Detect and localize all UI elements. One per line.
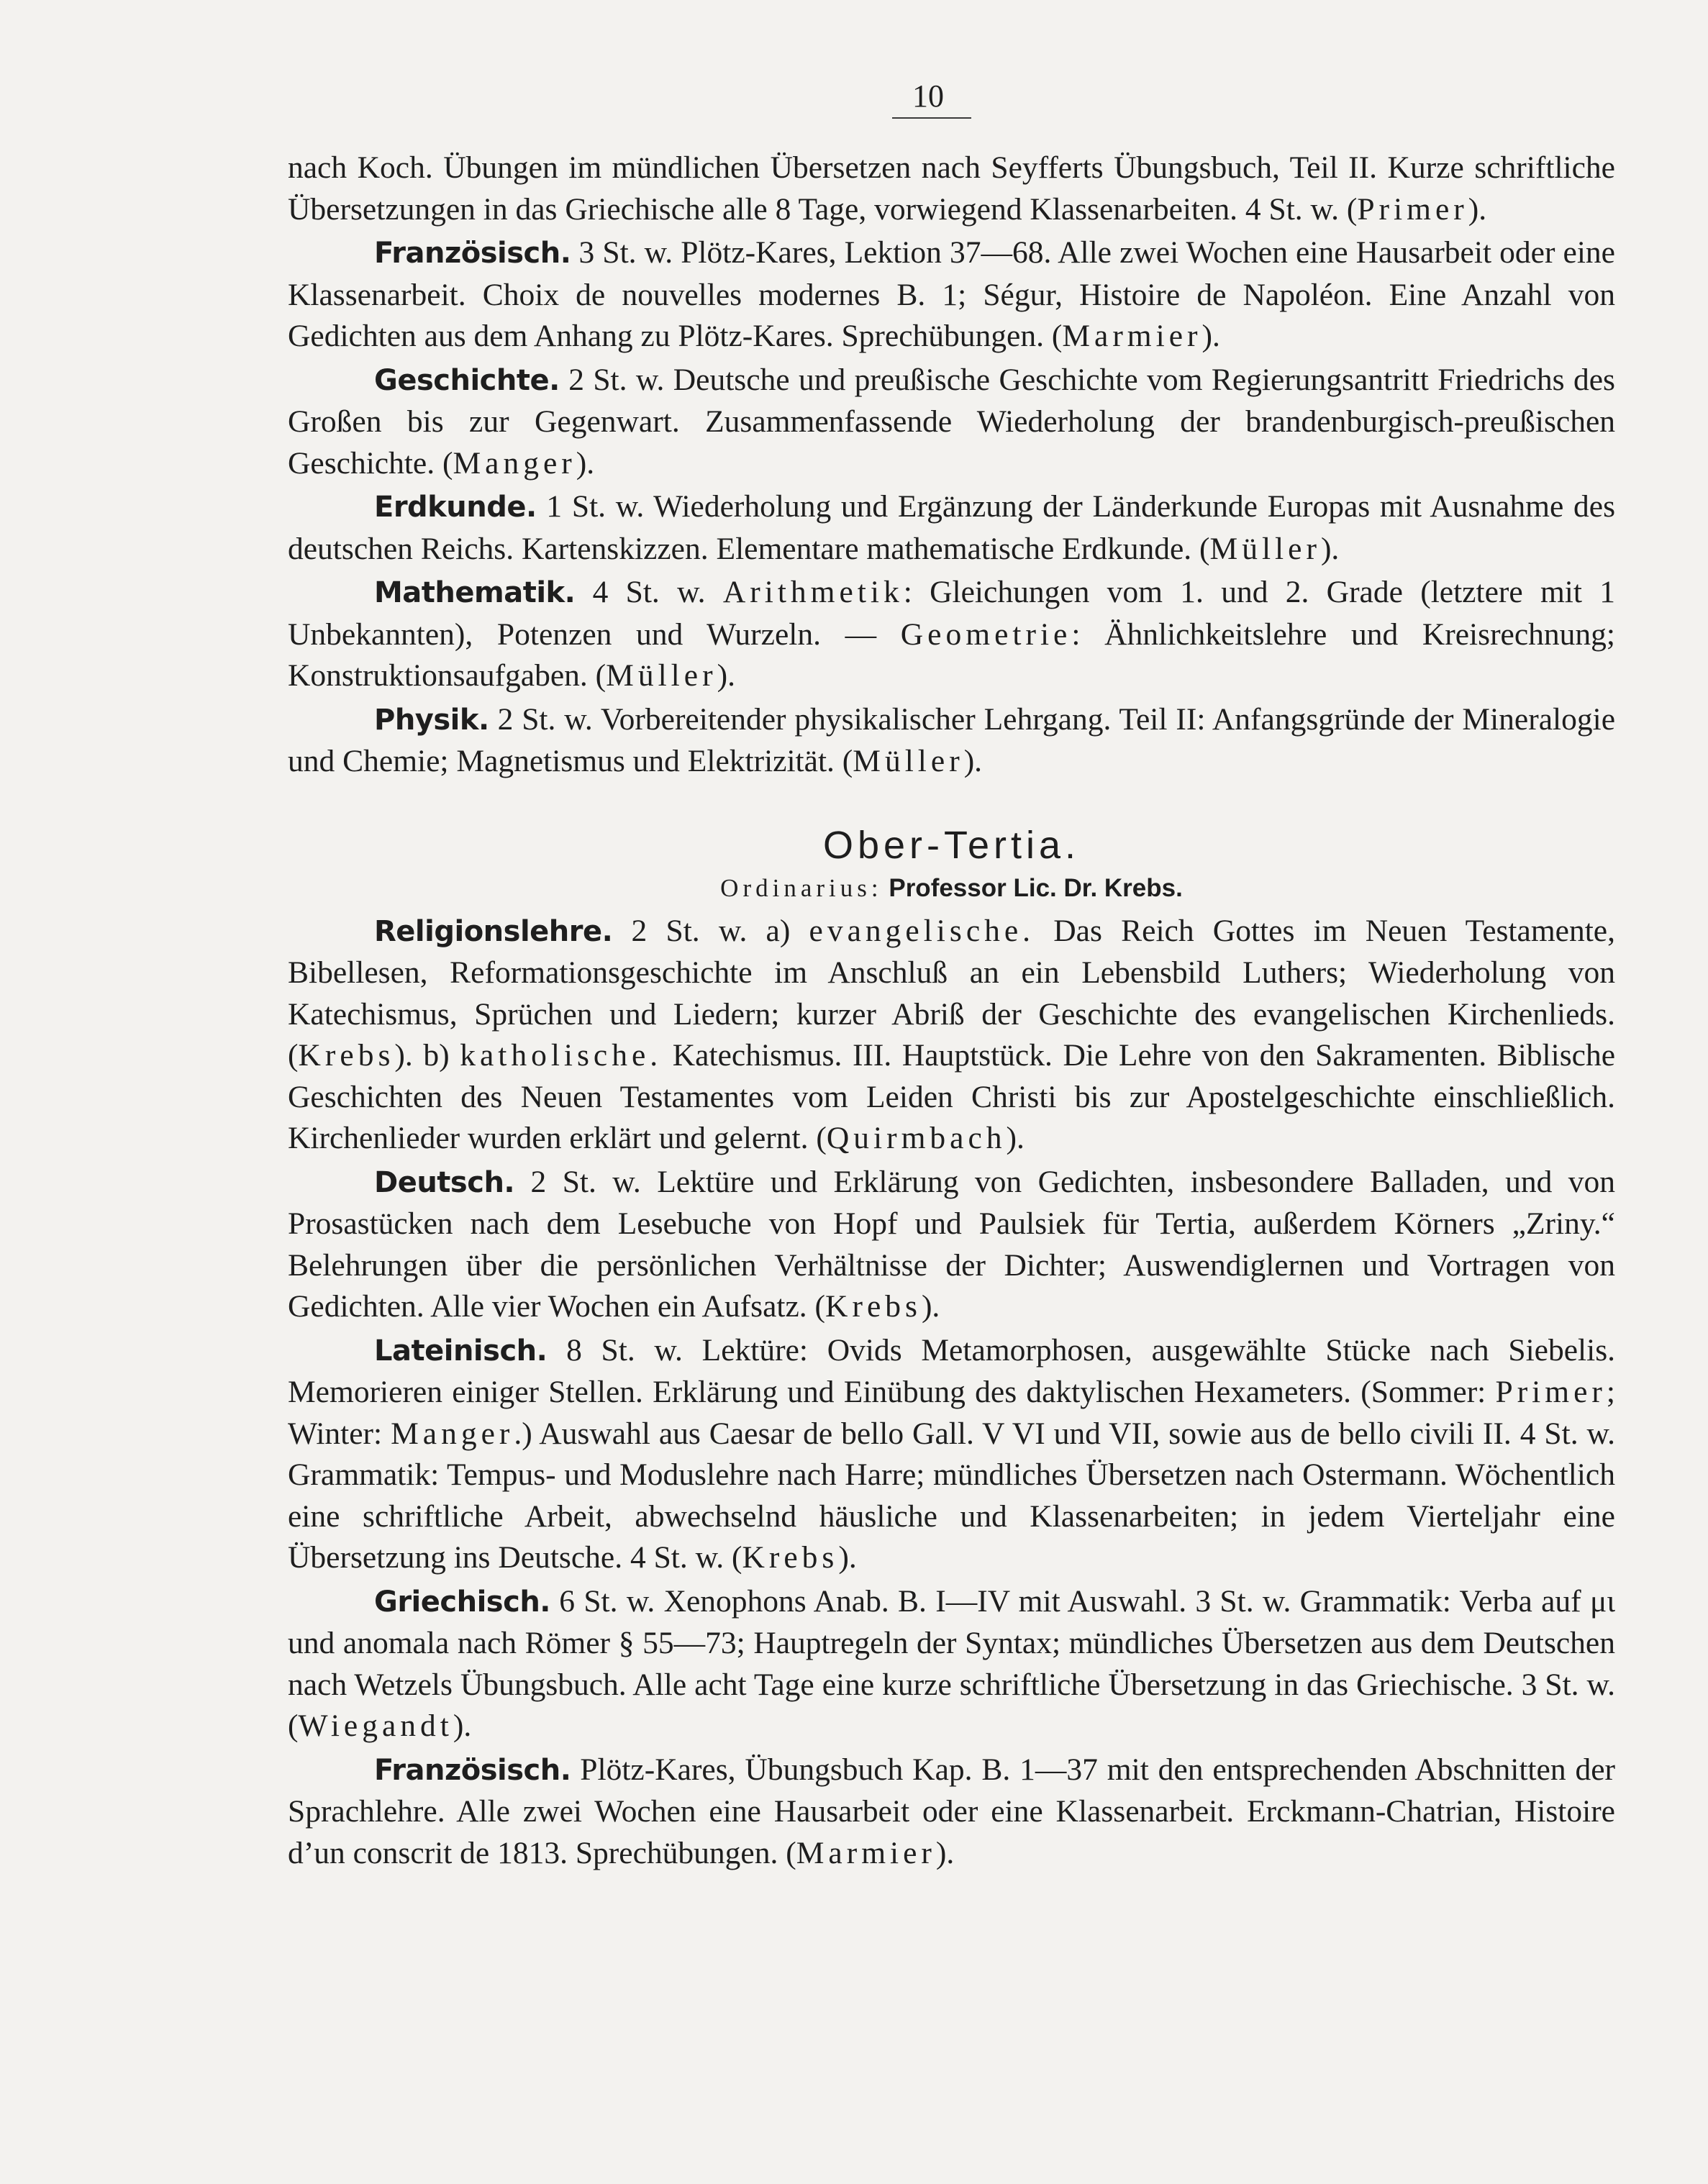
subject-label: Französisch. [374, 1753, 571, 1787]
paragraph-religionslehre: Religionslehre. 2 St. w. a) evangelische. Das Reich Gottes im Neuen Testamente, Bibellesen, Reformationsgeschichte im Anschluß an ein Lebensbild Luthers; Wiederholung von Katechismus, Sprüchen und Liedern; kurzer Abriß der Geschichte des evangelischen Kirchenlieds. (Krebs). b) katholische. Katechismus. III. Hauptstück. Die Lehre von den Sakramenten. Biblische Geschichten des Neuen Testamentes vom Leiden Christi bis zur Apostelgeschichte einschließlich. Kirchenlieder wurden erklärt und gelernt. (Quirmbach). [288, 913, 1615, 1155]
paragraph-mathematik: Mathematik. 4 St. w. Arithmetik: Gleichungen vom 1. und 2. Grade (letztere mit 1 Unbekannten), Potenzen und Wurzeln. — Geometrie: Ähnlichkeitslehre und Kreisrechnung; Konstruktionsaufgaben. (Müller). [288, 575, 1615, 693]
subject-label: Französisch. [374, 237, 571, 270]
topic-arithmetik: Arithmetik [722, 575, 904, 609]
denomination-katholisch: katholische. [460, 1038, 663, 1073]
teacher-name: Manger [453, 445, 576, 481]
teacher-name: Marmier [1062, 319, 1202, 353]
subject-label: Lateinisch. [374, 1334, 548, 1368]
subject-label: Deutsch. [374, 1165, 515, 1199]
paragraph-erdkunde: Erdkunde. 1 St. w. Wiederholung und Ergänzung der Länderkunde Europas mit Ausnahme des deutschen Reichs. Kartenskizzen. Elementare mathematische Erdkunde. (Müller). [288, 489, 1615, 566]
subject-label: Erdkunde. [374, 491, 537, 524]
paragraph-franzoesisch-2: Französisch. Plötz-Kares, Übungsbuch Kap. B. 1—37 mit den entsprechenden Abschnitten der Sprachlehre. Alle zwei Wochen eine Hausarbeit oder eine Klassenarbeit. Erckmann-Chatrian, Histoire d’un conscrit de 1813. Sprechübungen. (Marmier). [288, 1752, 1615, 1870]
denomination-evangelisch: evangelische. [809, 913, 1035, 948]
teacher-name: Quirmbach [826, 1121, 1007, 1155]
ordinarius-name: Professor Lic. Dr. Krebs. [889, 873, 1183, 902]
subject-label: Mathematik. [374, 576, 576, 609]
subject-label: Religionslehre. [374, 914, 613, 948]
paragraph-griechisch: Griechisch. 6 St. w. Xenophons Anab. B. I—IV mit Auswahl. 3 St. w. Grammatik: Verba auf μι und anomala nach Römer § 55—73; Hauptregeln der Syntax; mündliches Übersetzen aus dem Deutschen nach Wetzels Übungsbuch. Alle acht Tage eine kurze schriftliche Übersetzung in das Griechische. 3 St. w. (Wiegandt). [288, 1583, 1615, 1743]
subject-label: Griechisch. [374, 1585, 550, 1619]
document-body [288, 147, 1615, 1876]
teacher-name: Müller [1209, 531, 1321, 566]
teacher-name: Müller [853, 744, 964, 778]
ordinarius-label: Ordinarius: [720, 873, 883, 902]
paragraph-physik: Physik. 2 St. w. Vorbereitender physikalischer Lehrgang. Teil II: Anfangsgründe der Mineralogie und Chemie; Magnetismus und Elektrizität. (Müller). [288, 701, 1615, 778]
topic-geometrie: Geometrie [900, 616, 1072, 652]
teacher-name: Manger [391, 1416, 514, 1451]
teacher-name: Krebs [742, 1540, 839, 1575]
teacher-name: Primer [1357, 191, 1468, 227]
paragraph-deutsch: Deutsch. 2 St. w. Lektüre und Erklärung von Gedichten, insbesondere Balladen, und von Prosastücken nach dem Lesebuche von Hopf und Paulsiek für Tertia, außerdem Körners „Zriny.“ Belehrungen über die persönlichen Verhältnisse der Dichter; Auswendiglernen und Vortragen von Gedichten. Alle vier Wochen ein Aufsatz. (Krebs). [288, 1164, 1615, 1324]
paragraph-lateinisch: Lateinisch. 8 St. w. Lektüre: Ovids Metamorphosen, ausgewählte Stücke nach Siebelis. Memorieren einiger Stellen. Erklärung und Einübung des daktylischen Hexameters. (Sommer: Primer; Winter: Manger.) Auswahl aus Caesar de bello Gall. V VI und VII, sowie aus de bello civili II. 4 St. w. Grammatik: Tempus- und Moduslehre nach Harre; mündliches Übersetzen nach Ostermann. Wöchentlich eine schriftliche Arbeit, abwechselnd häusliche und Klassenarbeiten; in jedem Vierteljahr eine Übersetzung ins Deutsche. 4 St. w. (Krebs). [288, 1332, 1615, 1575]
teacher-name: Krebs [825, 1289, 922, 1324]
subject-label: Geschichte. [374, 363, 560, 397]
subject-label: Physik. [374, 703, 489, 737]
paragraph-geschichte: Geschichte. 2 St. w. Deutsche und preußische Geschichte vom Regierungsantritt Friedrichs des Großen bis zur Gegenwart. Zusammenfassende Wiederholung der brandenburgisch-preußischen Geschichte. (Manger). [288, 362, 1615, 481]
teacher-name: Primer [1495, 1375, 1607, 1409]
ordinarius-line [288, 870, 1615, 906]
page-number-rule [892, 117, 971, 119]
teacher-name: Müller [606, 658, 717, 693]
paragraph-franzoesisch: Französisch. 3 St. w. Plötz-Kares, Lektion 37—68. Alle zwei Wochen eine Hausarbeit oder eine Klassenarbeit. Choix de nouvelles modernes B. 1; Ségur, Histoire de Napoléon. Eine Anzahl von Gedichten aus dem Anhang zu Plötz-Kares. Sprechübungen. (Marmier). [288, 235, 1615, 353]
teacher-name: Marmier [796, 1835, 936, 1870]
page-number: 10 [912, 78, 944, 114]
paragraph-continuation: nach Koch. Übungen im mündlichen Übersetzen nach Seyfferts Übungsbuch, Teil II. Kurze schriftliche Übersetzungen in das Griechische alle 8 Tage, vorwiegend Klassenarbeiten. 4 St. w. (Primer). [288, 150, 1615, 227]
section-heading: Ober-Tertia. [822, 823, 1081, 867]
teacher-name: Wiegandt [298, 1708, 453, 1743]
teacher-name: Krebs [298, 1038, 395, 1073]
